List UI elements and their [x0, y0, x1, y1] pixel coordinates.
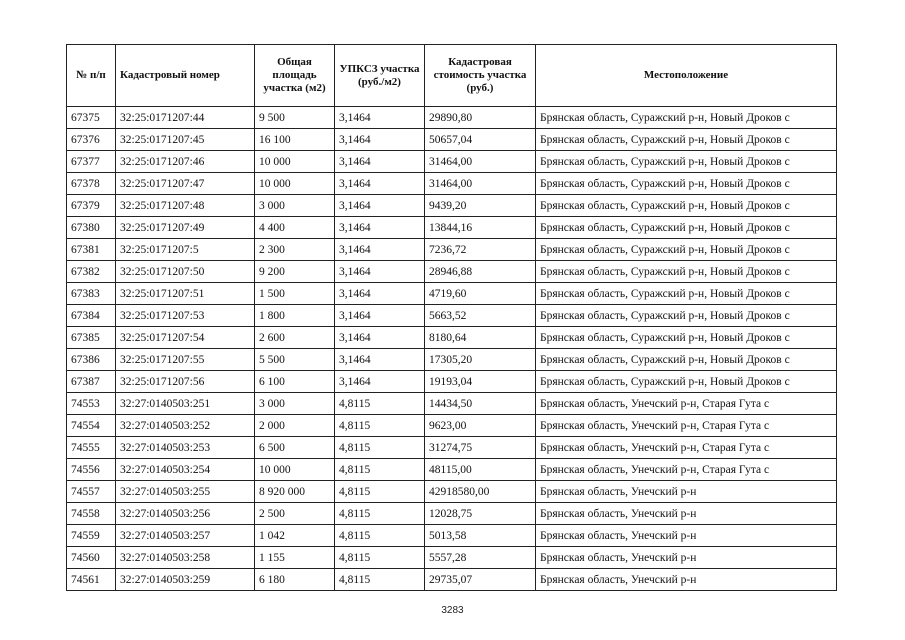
cell-num: 74560: [67, 547, 116, 569]
cell-upksz: 4,8115: [335, 437, 425, 459]
cell-area: 1 042: [255, 525, 335, 547]
cell-area: 6 500: [255, 437, 335, 459]
cell-area: 10 000: [255, 459, 335, 481]
cell-location: Брянская область, Унечский р-н: [536, 569, 837, 591]
cell-cost: 14434,50: [425, 393, 536, 415]
cell-upksz: 4,8115: [335, 415, 425, 437]
table-row: [67, 195, 837, 217]
cell-upksz: 4,8115: [335, 525, 425, 547]
table-row: [67, 393, 837, 415]
cell-num: 74556: [67, 459, 116, 481]
cell-cost: 13844,16: [425, 217, 536, 239]
cell-upksz: 3,1464: [335, 261, 425, 283]
cell-location: Брянская область, Унечский р-н: [536, 481, 837, 503]
cell-area: 1 500: [255, 283, 335, 305]
cell-cost: 5013,58: [425, 525, 536, 547]
cell-location: Брянская область, Суражский р-н, Новый Дроков с: [536, 327, 837, 349]
cell-cadastral-number: 32:27:0140503:251: [116, 393, 255, 415]
cell-cost: 7236,72: [425, 239, 536, 261]
cell-cost: 28946,88: [425, 261, 536, 283]
cell-cost: 19193,04: [425, 371, 536, 393]
cell-cadastral-number: 32:25:0171207:5: [116, 239, 255, 261]
table-row: [67, 173, 837, 195]
cell-num: 74554: [67, 415, 116, 437]
cell-cadastral-number: 32:25:0171207:49: [116, 217, 255, 239]
table-row: [67, 415, 837, 437]
cell-cadastral-number: 32:27:0140503:253: [116, 437, 255, 459]
cell-num: 74558: [67, 503, 116, 525]
cell-cost: 50657,04: [425, 129, 536, 151]
cell-area: 2 500: [255, 503, 335, 525]
cell-cadastral-number: 32:25:0171207:54: [116, 327, 255, 349]
cell-location: Брянская область, Унечский р-н, Старая Гута с: [536, 415, 837, 437]
cell-location: Брянская область, Унечский р-н: [536, 547, 837, 569]
table-row: [67, 151, 837, 173]
header-upksz: УПКСЗ участка (руб./м2): [335, 45, 425, 107]
cell-cost: 29890,80: [425, 107, 536, 129]
cell-upksz: 3,1464: [335, 173, 425, 195]
cell-cadastral-number: 32:27:0140503:259: [116, 569, 255, 591]
cell-upksz: 3,1464: [335, 305, 425, 327]
cell-cost: 12028,75: [425, 503, 536, 525]
table-row: [67, 525, 837, 547]
cell-cadastral-number: 32:25:0171207:50: [116, 261, 255, 283]
cell-upksz: 3,1464: [335, 349, 425, 371]
cell-location: Брянская область, Суражский р-н, Новый Дроков с: [536, 107, 837, 129]
cell-cadastral-number: 32:25:0171207:53: [116, 305, 255, 327]
table-row: [67, 349, 837, 371]
cell-cost: 5557,28: [425, 547, 536, 569]
cell-location: Брянская область, Суражский р-н, Новый Дроков с: [536, 283, 837, 305]
cell-cost: 9439,20: [425, 195, 536, 217]
cell-cost: 31464,00: [425, 151, 536, 173]
cell-num: 74561: [67, 569, 116, 591]
cell-cost: 5663,52: [425, 305, 536, 327]
table-row: [67, 305, 837, 327]
cell-cost: 31274,75: [425, 437, 536, 459]
cell-location: Брянская область, Суражский р-н, Новый Дроков с: [536, 371, 837, 393]
cell-location: Брянская область, Унечский р-н: [536, 503, 837, 525]
cell-area: 2 000: [255, 415, 335, 437]
cell-cadastral-number: 32:25:0171207:55: [116, 349, 255, 371]
table-row: [67, 437, 837, 459]
cell-cadastral-number: 32:25:0171207:48: [116, 195, 255, 217]
cell-num: 67375: [67, 107, 116, 129]
table-row: [67, 547, 837, 569]
cell-cost: 8180,64: [425, 327, 536, 349]
cell-area: 5 500: [255, 349, 335, 371]
table-row: [67, 371, 837, 393]
cell-cadastral-number: 32:27:0140503:257: [116, 525, 255, 547]
cell-num: 67385: [67, 327, 116, 349]
cell-location: Брянская область, Суражский р-н, Новый Дроков с: [536, 305, 837, 327]
cell-num: 67387: [67, 371, 116, 393]
cell-location: Брянская область, Суражский р-н, Новый Дроков с: [536, 261, 837, 283]
cadastral-table: [66, 44, 837, 591]
page-number: 3283: [441, 605, 464, 616]
cell-cadastral-number: 32:27:0140503:252: [116, 415, 255, 437]
cell-num: 67378: [67, 173, 116, 195]
header-area: Общая площадь участка (м2): [255, 45, 335, 107]
cell-upksz: 4,8115: [335, 393, 425, 415]
cell-num: 67380: [67, 217, 116, 239]
cell-upksz: 4,8115: [335, 547, 425, 569]
table-row: [67, 107, 837, 129]
cell-cadastral-number: 32:27:0140503:258: [116, 547, 255, 569]
cell-num: 67384: [67, 305, 116, 327]
cell-upksz: 3,1464: [335, 151, 425, 173]
cell-cost: 42918580,00: [425, 481, 536, 503]
cell-num: 74557: [67, 481, 116, 503]
cell-location: Брянская область, Суражский р-н, Новый Дроков с: [536, 217, 837, 239]
cell-cost: 17305,20: [425, 349, 536, 371]
table-row: [67, 459, 837, 481]
cell-area: 9 200: [255, 261, 335, 283]
cell-cadastral-number: 32:25:0171207:56: [116, 371, 255, 393]
cell-num: 67379: [67, 195, 116, 217]
table-row: [67, 481, 837, 503]
cell-upksz: 3,1464: [335, 107, 425, 129]
cell-num: 74559: [67, 525, 116, 547]
cell-cost: 31464,00: [425, 173, 536, 195]
cell-location: Брянская область, Унечский р-н: [536, 525, 837, 547]
cell-upksz: 4,8115: [335, 459, 425, 481]
cell-num: 74555: [67, 437, 116, 459]
cell-num: 67376: [67, 129, 116, 151]
cell-area: 2 600: [255, 327, 335, 349]
cell-location: Брянская область, Унечский р-н, Старая Гута с: [536, 437, 837, 459]
cell-num: 67377: [67, 151, 116, 173]
cell-cadastral-number: 32:25:0171207:45: [116, 129, 255, 151]
cell-upksz: 3,1464: [335, 195, 425, 217]
cell-location: Брянская область, Суражский р-н, Новый Дроков с: [536, 151, 837, 173]
cell-cost: 48115,00: [425, 459, 536, 481]
cell-cost: 29735,07: [425, 569, 536, 591]
table-row: [67, 569, 837, 591]
cell-location: Брянская область, Суражский р-н, Новый Дроков с: [536, 195, 837, 217]
cell-cadastral-number: 32:25:0171207:51: [116, 283, 255, 305]
cell-upksz: 3,1464: [335, 327, 425, 349]
cell-cadastral-number: 32:25:0171207:47: [116, 173, 255, 195]
cell-area: 10 000: [255, 173, 335, 195]
table-row: [67, 261, 837, 283]
table-body: [67, 107, 837, 591]
table-row: [67, 217, 837, 239]
cell-area: 3 000: [255, 393, 335, 415]
cell-area: 1 155: [255, 547, 335, 569]
cell-location: Брянская область, Суражский р-н, Новый Дроков с: [536, 129, 837, 151]
cell-area: 9 500: [255, 107, 335, 129]
cell-cadastral-number: 32:27:0140503:256: [116, 503, 255, 525]
cell-upksz: 3,1464: [335, 371, 425, 393]
cell-area: 1 800: [255, 305, 335, 327]
cell-area: 4 400: [255, 217, 335, 239]
cell-num: 74553: [67, 393, 116, 415]
cell-area: 6 180: [255, 569, 335, 591]
cell-num: 67382: [67, 261, 116, 283]
table-row: [67, 283, 837, 305]
cell-num: 67386: [67, 349, 116, 371]
table-row: [67, 239, 837, 261]
cell-area: 2 300: [255, 239, 335, 261]
cell-area: 16 100: [255, 129, 335, 151]
table-row: [67, 129, 837, 151]
cell-location: Брянская область, Унечский р-н, Старая Гута с: [536, 459, 837, 481]
header-cost: Кадастровая стоимость участка (руб.): [425, 45, 536, 107]
header-num: № п/п: [67, 45, 116, 107]
cell-upksz: 4,8115: [335, 503, 425, 525]
cell-location: Брянская область, Суражский р-н, Новый Дроков с: [536, 173, 837, 195]
header-cadastral-number: Кадастровый номер: [116, 45, 255, 107]
cell-location: Брянская область, Суражский р-н, Новый Дроков с: [536, 239, 837, 261]
cell-cadastral-number: 32:25:0171207:46: [116, 151, 255, 173]
cell-cost: 9623,00: [425, 415, 536, 437]
cell-upksz: 4,8115: [335, 481, 425, 503]
cell-area: 3 000: [255, 195, 335, 217]
cell-cadastral-number: 32:27:0140503:255: [116, 481, 255, 503]
cell-cadastral-number: 32:27:0140503:254: [116, 459, 255, 481]
table-header-row: [67, 45, 837, 107]
table-row: [67, 327, 837, 349]
cell-location: Брянская область, Унечский р-н, Старая Гута с: [536, 393, 837, 415]
cell-upksz: 3,1464: [335, 239, 425, 261]
cell-upksz: 4,8115: [335, 569, 425, 591]
cell-num: 67383: [67, 283, 116, 305]
cell-area: 6 100: [255, 371, 335, 393]
cell-location: Брянская область, Суражский р-н, Новый Дроков с: [536, 349, 837, 371]
cell-num: 67381: [67, 239, 116, 261]
cell-area: 8 920 000: [255, 481, 335, 503]
cell-cost: 4719,60: [425, 283, 536, 305]
table-row: [67, 503, 837, 525]
cell-upksz: 3,1464: [335, 217, 425, 239]
header-location: Местоположение: [536, 45, 837, 107]
cell-upksz: 3,1464: [335, 283, 425, 305]
cell-upksz: 3,1464: [335, 129, 425, 151]
cell-area: 10 000: [255, 151, 335, 173]
cell-cadastral-number: 32:25:0171207:44: [116, 107, 255, 129]
